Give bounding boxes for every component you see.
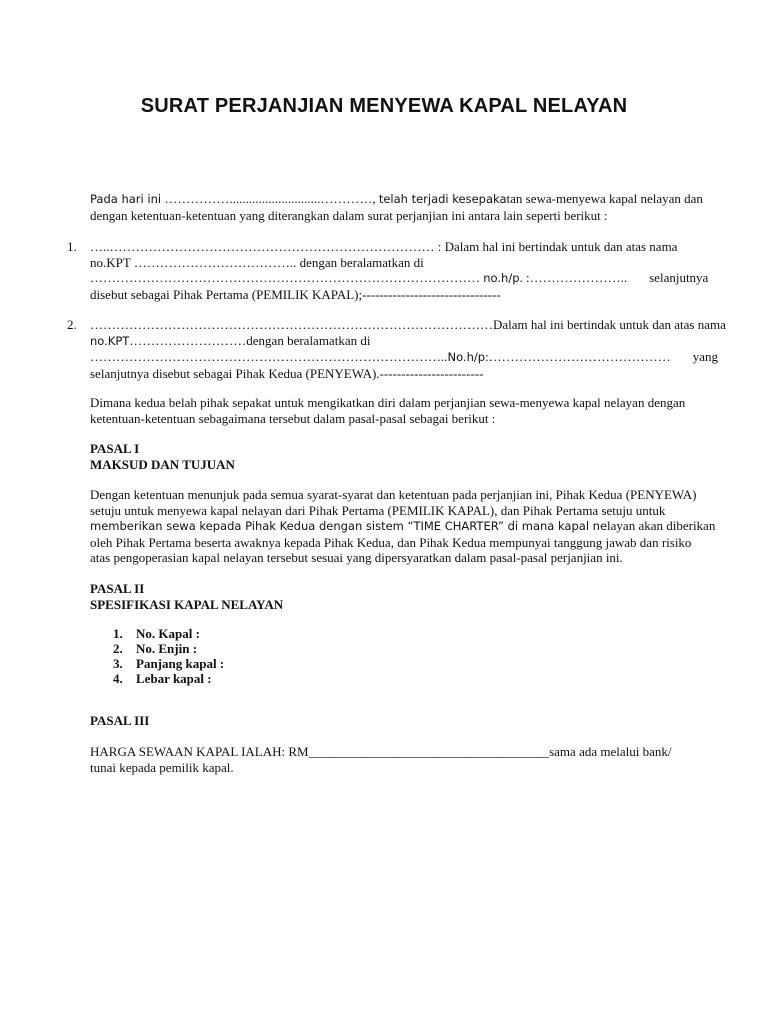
intro-paragraph [90, 191, 703, 223]
party1-paragraph [90, 239, 709, 302]
pasal2-subheading: SPESIFIKASI KAPAL NELAYAN [90, 596, 284, 612]
pasal1-paragraph [90, 487, 716, 566]
party1-address-blank: ……………………………………………………………………………… [90, 270, 484, 285]
pasal3-heading-block [90, 713, 690, 729]
pasal1-line-5: atas pengoperasian kapal nelayan tersebut sesuai yang dipersyaratkan dalam pasal-pasal perjanjian ini. [90, 550, 623, 565]
agreement-line-2: ketentuan-ketentuan sebagaimana tersebut dalam pasal-pasal sebagai berikut : [90, 410, 496, 426]
party2-paragraph [90, 317, 726, 381]
pasal1-heading-block [90, 441, 690, 472]
spec-item-enjin: 2. No. Enjin : [113, 641, 198, 656]
party1-line-1: …..………………………………………………………………… : Dalam hal ini bertindak untuk dan atas nama [90, 239, 678, 254]
pasal1-line-3a: memberikan sewa kepada Pihak Kedua dengan sistem “TIME CHARTER” di mana kapal ne [90, 519, 608, 533]
intro-agreement-text-cont: tan sewa-menyewa kapal nelayan dan [506, 191, 703, 206]
party1-line-2: no.KPT ……………………………….. dengan beralamatkan di [90, 254, 424, 270]
party2-number: 2. [67, 317, 77, 332]
party2-address-blank: ……………………………………………………………………….. [90, 349, 448, 364]
pasal3-paragraph [90, 744, 690, 775]
spec-item-panjang: 3. Panjang kapal : [113, 656, 225, 671]
pasal2-heading: PASAL II [90, 581, 145, 596]
pasal1-line-3b: layan akan diberikan [607, 518, 716, 533]
party1-phone-blank: . :………………….. [519, 270, 628, 285]
party2-continuation: yang [692, 349, 718, 364]
pasal1-line-2: setuju untuk menyewa kapal nelayan dari Pihak Pertama (PEMILIK KAPAL), dan Pihak Pertama setuju untuk [90, 502, 666, 518]
party2-kpt-blank: ………………………dengan beralamatkan di [129, 332, 371, 348]
intro-agreement-text: telah terjadi kesepaka [378, 192, 507, 206]
party2-phone-blank: :…………………………………… [485, 349, 671, 364]
pasal3-line-2: tunai kepada pemilik kapal. [90, 759, 234, 775]
pasal1-subheading: MAKSUD DAN TUJUAN [90, 456, 235, 472]
spec-item-lebar: 4. Lebar kapal : [113, 671, 212, 686]
party1-phone-label: no.h/p [483, 271, 520, 285]
intro-date-blank: ……………............................…………, [161, 191, 379, 206]
pasal3-heading: PASAL III [90, 713, 150, 728]
pasal3-line-1: HARGA SEWAAN KAPAL IALAH: RM_____________________________________sama ada melalui bank/ [90, 744, 672, 759]
spec-item-kapal: 1. No. Kapal : [113, 626, 200, 641]
agreement-paragraph [90, 395, 690, 426]
pasal2-heading-block [90, 581, 690, 612]
agreement-line-1: Dimana kedua belah pihak sepakat untuk mengikatkan diri dalam perjanjian sewa-menyewa kapal nelayan dengan [90, 395, 686, 410]
party2-phone-label: No.h/p [447, 350, 486, 364]
party2-line-4: selanjutnya disebut sebagai Pihak Kedua (PENYEWA).------------------------ [90, 365, 484, 381]
pasal1-line-1: Dengan ketentuan menunjuk pada semua syarat-syarat dan ketentuan pada perjanjian ini, Pihak Kedua (PENYEWA) [90, 487, 697, 502]
document-title: SURAT PERJANJIAN MENYEWA KAPAL NELAYAN [140, 95, 628, 117]
pasal1-heading: PASAL I [90, 441, 140, 456]
party1-line-4: disebut sebagai Pihak Pertama (PEMILIK KAPAL);-------------------------------- [90, 286, 501, 302]
party2-line-1: …………………………………………………………………………………Dalam hal ini bertindak untuk dan atas nama [90, 317, 726, 332]
intro-line-2: dengan ketentuan-ketentuan yang diterangkan dalam surat perjanjian ini antara lain seperti berikut : [90, 207, 608, 223]
party1-number: 1. [67, 239, 77, 254]
party2-kpt-label: no.KPT [90, 333, 130, 348]
party1-continuation: selanjutnya [649, 270, 709, 285]
intro-date-label: Pada hari ini [90, 192, 162, 206]
pasal1-line-4: oleh Pihak Pertama beserta awaknya kepada Pihak Kedua, dan Pihak Kedua mempunyai tanggung jawab dan risiko [90, 534, 692, 550]
spec-list [113, 626, 224, 686]
